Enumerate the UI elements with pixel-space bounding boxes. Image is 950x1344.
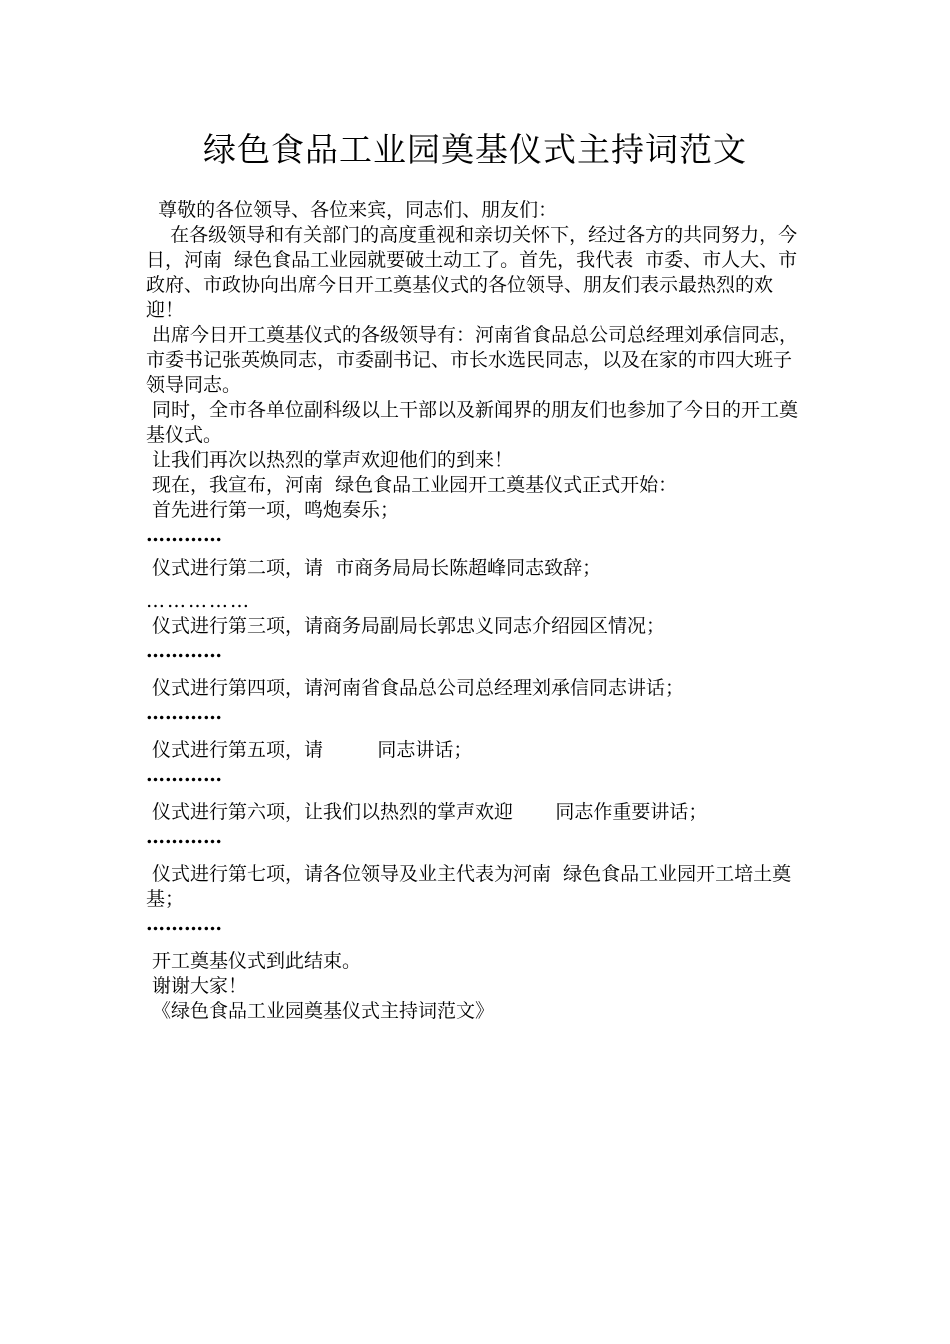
ellipsis-separator: ………… [146,826,222,848]
document-title: 绿色食品工业园奠基仪式主持词范文 [203,130,747,169]
paragraph-announcement: 现在，我宣布，河南 绿色食品工业园开工奠基仪式正式开始： [146,474,678,496]
item-3: 仪式进行第三项，请商务局副局长郭忠义同志介绍园区情况； [146,615,666,637]
paragraph-applause: 让我们再次以热烈的掌声欢迎他们的到来！ [146,449,514,471]
paragraph-guests: 同时，全市各单位副科级以上干部以及新闻界的朋友们也参加了今日的开工奠基仪式。 [146,399,799,446]
document-body [146,198,817,1024]
closing-title-ref: 《绿色食品工业园奠基仪式主持词范文》 [146,1000,495,1022]
ellipsis-separator: ………… [146,640,222,662]
paragraph-attendees: 出席今日开工奠基仪式的各级领导有：河南省食品总公司总经理刘承信同志， 市委书记张英焕同志，市委副书记、市长水选民同志，以及在家的市四大班子领导同志。 [146,324,817,396]
ellipsis-separator: ………… [146,764,222,786]
ellipsis-separator: …………… [146,590,251,612]
item-6: 仪式进行第六项，让我们以热烈的掌声欢迎 同志作重要讲话； [146,801,708,823]
ellipsis-separator: ………… [146,913,222,935]
ellipsis-separator: ………… [146,702,222,724]
closing-thanks: 谢谢大家！ [146,975,248,997]
item-7: 仪式进行第七项，请各位领导及业主代表为河南 绿色食品工业园开工培土奠基； [146,863,792,910]
ellipsis-separator: ………… [146,524,222,546]
greeting: 尊敬的各位领导、各位来宾，同志们、朋友们： [146,199,558,221]
item-5: 仪式进行第五项，请 同志讲话； [146,739,473,761]
paragraph-opening: 在各级领导和有关部门的高度重视和亲切关怀下，经过各方的共同努力，今日，河南 绿色食品工业园就要破土动工了。首先，我代表 市委、市人大、市政府、市政协向出席今日开工奠基仪式的各位领导、朋友们表示最热烈的欢迎！ [146,224,798,321]
item-1: 首先进行第一项，鸣炮奏乐； [146,499,400,521]
closing-end: 开工奠基仪式到此结束。 [146,950,362,972]
item-2: 仪式进行第二项，请 市商务局局长陈超峰同志致辞； [146,557,602,579]
item-4: 仪式进行第四项，请河南省食品总公司总经理刘承信同志讲话； [146,677,685,699]
